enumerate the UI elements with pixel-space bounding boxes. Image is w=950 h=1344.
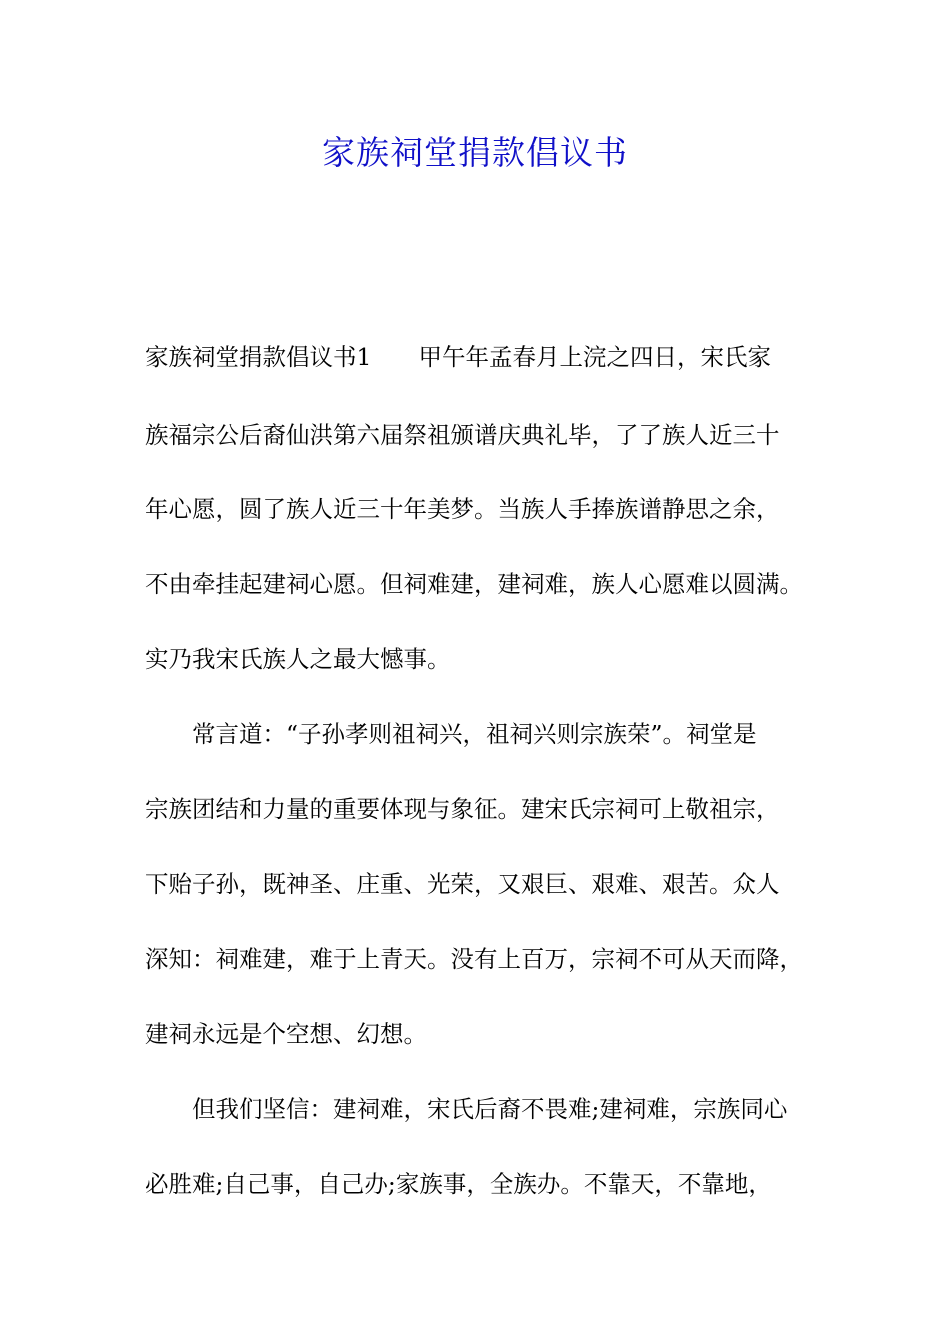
- paragraph-line: 常言道：“子孙孝则祖祠兴，祖祠兴则宗族荣”。祠堂是: [192, 720, 757, 748]
- paragraph-line: 实乃我宋氏族人之最大憾事。: [145, 645, 451, 673]
- document-title: 家族祠堂捐款倡议书: [322, 133, 628, 172]
- paragraph-line: 建祠永远是个空想、幻想。: [145, 1020, 427, 1048]
- paragraph-line: 宗族团结和力量的重要体现与象征。建宋氏宗祠可上敬祖宗，: [145, 795, 780, 823]
- paragraph-line: 年心愿，圆了族人近三十年美梦。当族人手捧族谱静思之余，: [145, 495, 780, 523]
- paragraph-line: 必胜难;自己事，自己办;家族事，全族办。不靠天，不靠地，: [145, 1170, 772, 1198]
- paragraph-line: 深知：祠难建，难于上青天。没有上百万，宗祠不可从天而降，: [145, 945, 803, 973]
- paragraph-line: 不由牵挂起建祠心愿。但祠难建，建祠难，族人心愿难以圆满。: [145, 570, 803, 598]
- paragraph-line: 家族祠堂捐款倡议书1 甲午年孟春月上浣之四日，宋氏家: [145, 343, 771, 371]
- paragraph-line: 下贻子孙，既神圣、庄重、光荣，又艰巨、艰难、艰苦。众人: [145, 870, 780, 898]
- paragraph-line: 族福宗公后裔仙洪第六届祭祖颁谱庆典礼毕，了了族人近三十: [145, 421, 780, 449]
- paragraph-line: 但我们坚信：建祠难，宋氏后裔不畏难;建祠难，宗族同心: [192, 1095, 788, 1123]
